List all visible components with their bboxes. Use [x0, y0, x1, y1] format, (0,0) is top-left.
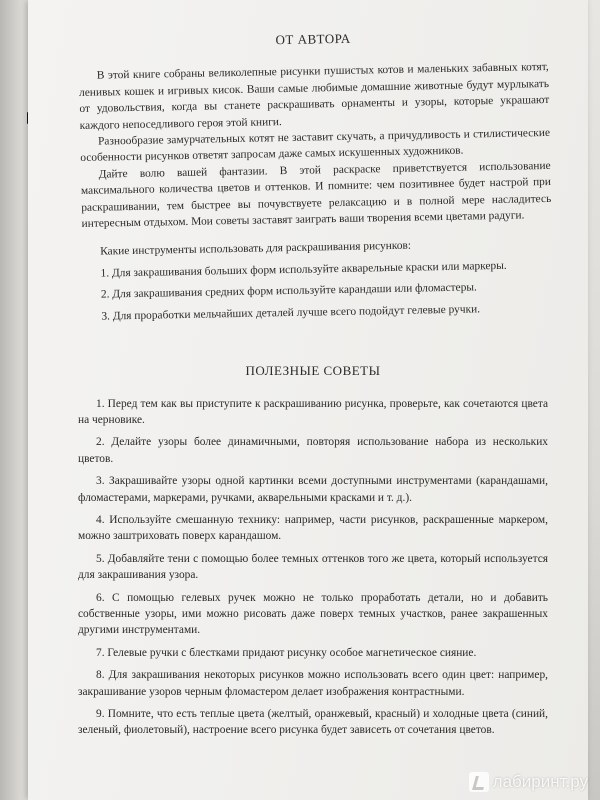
tips-list: [78, 396, 548, 739]
author-paragraph-1: В этой книге собраны великолепные рисунки пушистых котов и маленьких забавных котят, ленивых кошек и игривых кисок. Ваши самые любимые домашние животные будут мурлыкать от удовольствия, когда вы станете раскрашивать орнаменты и узоры, которые украшают каждого непоседливого героя этой книги.: [78, 61, 550, 132]
book-page: [28, 0, 588, 800]
tools-item-1: 1. Для закрашивания больших форм используйте акварельные краски или маркеры.: [100, 259, 507, 280]
author-paragraph-3: Дайте волю вашей фантазии. В этой раскраске приветствуется использование максимального количества цветов и оттенков. И помните: чем позитивнее будет настрой при раскрашивании, тем быстрее вы почувствуете релаксацию и в полной мере насладитесь интересным отдыхом. Мои советы заставят заиграть ваши творения всеми цветами радуги.: [80, 159, 552, 231]
author-section-title: ОТ АВТОРА: [275, 30, 351, 48]
tips-section: [78, 363, 548, 739]
tip-item-4: 4. Используйте смешанную технику: например, части рисунков, раскрашенные маркером, можно заштриховать поверх карандашом.: [78, 513, 548, 543]
author-paragraph-2: Разнообразие замурчательных котят не заставит скучать, а причудливость и стилистические особенности рисунков ответят запросам даже самых искушенных художников.: [80, 126, 551, 165]
tools-item-2: 2. Для закрашивания средних форм используйте карандаши или фломастеры.: [100, 281, 477, 301]
tip-item-6: 6. С помощью гелевых ручек можно не только проработать детали, но и добавить собственные узоры, ими можно рисовать даже поверх темных участков, ранее закрашенных другими инструментами.: [78, 591, 548, 637]
tools-list: [82, 235, 553, 325]
tools-item-3: 3. Для проработки мельчайших деталей лучше всего подойдут гелевые ручки.: [101, 303, 481, 323]
book-spine: [0, 0, 28, 800]
tip-item-2: 2. Делайте узоры более динамичными, повторяя использование набора из нескольких цветов.: [78, 436, 548, 465]
author-section: [78, 27, 553, 325]
tip-item-8: 8. Для закрашивания некоторых рисунков можно использовать всего один цвет: например, закрашивание узоров черным фломастером делает изображения контрастными.: [78, 669, 548, 698]
tip-item-3: 3. Закрашивайте узоры одной картинки всеми доступными инструментами (карандашами, фломастерами, маркерами, ручками, акварельными красками и т. д.).: [78, 475, 548, 504]
tips-section-title: ПОЛЕЗНЫЕ СОВЕТЫ: [245, 363, 381, 379]
labirint-logo-icon: [469, 772, 489, 792]
tip-item-7: 7. Гелевые ручки с блестками придают рисунку особое магнетическое сияние.: [96, 646, 477, 659]
tip-item-1: 1. Перед тем как вы приступите к раскрашиванию рисунка, проверьте, как сочетаются цвета на черновике.: [78, 397, 548, 426]
tip-item-5: 5. Добавляйте тени с помощью более темных оттенков того же цвета, который используется для закрашивания узора.: [78, 552, 548, 582]
page-content: [78, 30, 552, 745]
watermark-text: лабиринт.ру: [492, 772, 588, 791]
tools-intro: Какие инструменты использовать для раскрашивания рисунков:: [100, 240, 412, 259]
tip-item-9: 9. Помните, что есть теплые цвета (желтый, оранжевый, красный) и холодные цвета (синий, зеленый, фиолетовый), настроение всего рисунка будет зависеть от сочетания цветов.: [78, 708, 548, 737]
watermark-logo: [469, 772, 588, 792]
